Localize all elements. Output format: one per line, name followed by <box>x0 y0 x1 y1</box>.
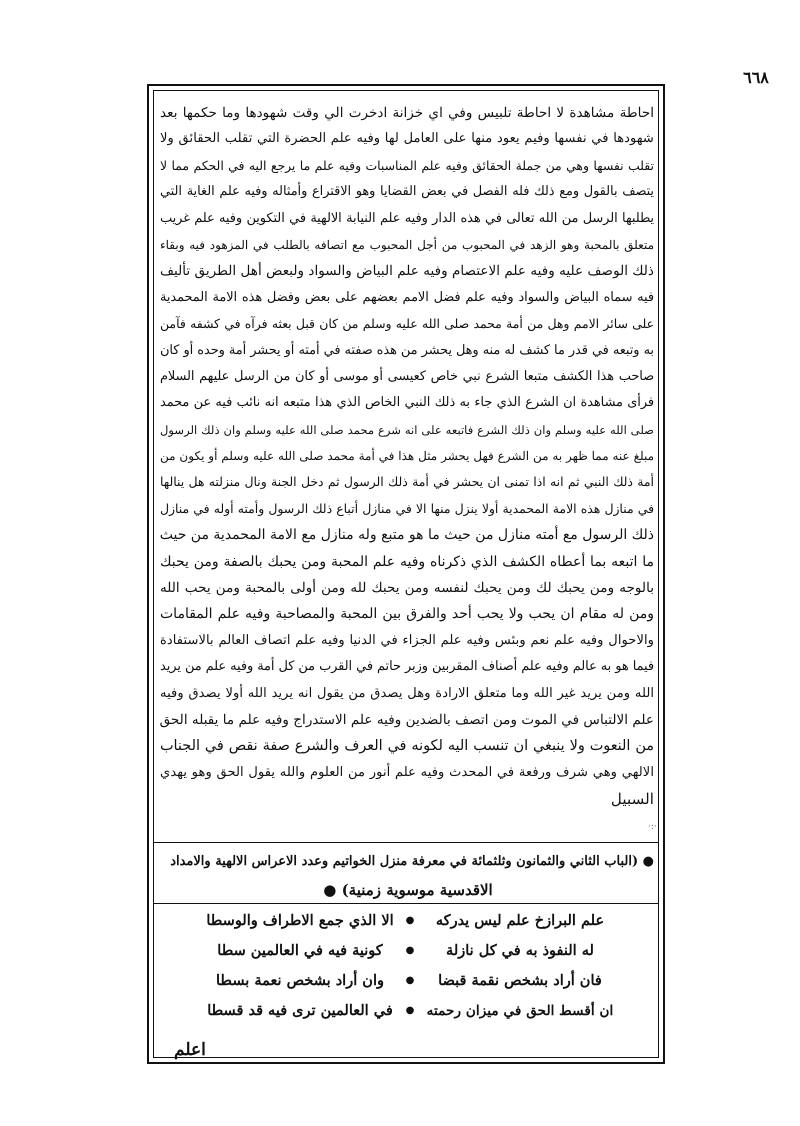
text-line-final: السبيل <box>610 790 654 809</box>
print-speck: ·:· <box>648 822 657 832</box>
text-line: الله ومن يريد غير الله وما متعلق الارادة وهل يصدق من يقول انه يريد الله أولا يصدق وفيه <box>160 685 654 701</box>
text-line: الالهي وهي شرف ورفعة في المحدث وفيه علم أنور من العلوم والله يقول الحق وهو يهدي <box>160 764 654 780</box>
poem-verse <box>205 936 615 966</box>
text-line: احاطة مشاهدة لا احاطة تلبيس وفي اي خزانة ادخرت الي وقت شهودها وما حكمها بعد <box>160 105 654 121</box>
text-line: علم الالتباس في الموت ومن اتصف بالضدين وفيه علم الاستدراج وفيه علم ما يقبله الحق <box>160 711 654 728</box>
verse-second-hemistich: كونية فيه في العالمين سطا <box>217 942 383 959</box>
text-line: من النعوت ولا ينبغي ان تنسب اليه لكونه في العرف والشرع صفة نقص في الجناب <box>160 738 654 755</box>
text-line: فيه سماه البياض والسواد وفيه علم فضل الامم بعضهم على بعض وفضل هذه الامة المحمدية <box>160 289 654 305</box>
main-text-block <box>160 100 654 840</box>
text-line: أمة ذلك النبي ثم انه اذا تمنى ان يحشر في أمة ذلك الرسول ثم دخل الجنة ونال منزلته هل ينالها <box>160 474 654 490</box>
text-line: فرأى مشاهدة ان الشرع الذي جاء به ذلك النبي الخاص الذي هذا متبعه انه نائب فيه عن محمد <box>160 395 654 411</box>
chapter-heading-line-1: ● (الباب الثاني والثمانون وثلثمائة في معرفة منزل الخواتيم وعدد الاعراس الالهية والامداد <box>170 854 654 869</box>
text-line: والاحوال وفيه علم نعم وبئس وفيه علم الجزاء في الدنيا وفيه علم اتصاف العالم بالاستفادة <box>160 632 654 648</box>
verse-second-hemistich: وان أراد بشخص نعمة بسطا <box>216 972 384 989</box>
text-line: مبلغ عنه مما ظهر به من الشرع فهل يحشر مثل هذا في أمة محمد صلى الله عليه وسلم أو يكون من <box>160 449 654 464</box>
page-number: ٦٦٨ <box>743 68 769 87</box>
text-line: فيما هو به عالم وفيه علم أصناف المقربين وزبر حاتم في القرب من كل أمة وفيه علم من يريد <box>160 659 654 675</box>
chapter-heading <box>162 848 654 904</box>
text-line: في منازل هذه الامة المحمدية أولا ينزل منها الا في منازل أتباع ذلك الرسول وأمته أوله في منازل <box>160 500 654 516</box>
text-line: ذلك الرسول مع أمته منازل من حيث ما هو متبع وله منازل مع الامة المحمدية من حيث <box>160 527 654 544</box>
verse-first-hemistich: له النفوذ به في كل نازلة <box>446 942 594 959</box>
text-line: ما اتبعه بما أعطاه الكشف الذي ذكرناه وفيه علم المحبة ومن يحبك بالصفة ومن يحبك <box>160 553 654 570</box>
verse-first-hemistich: ان أقسط الحق في ميزان رحمته <box>426 1003 614 1019</box>
text-line: يطلبها الرسل من الله تعالى في هذه الدار وفيه علم النيابة الالهية في التكوين وفيه علم غريب <box>160 210 654 226</box>
text-line: يتصف بالقول ومع ذلك فله الفصل في بعض القضايا وهو الاقتراع وأمثاله وفيه علم الغاية التي <box>160 184 654 200</box>
verse-second-hemistich: في العالمين ترى فيه قد قسطا <box>207 1002 393 1019</box>
verse-second-hemistich: الا الذي جمع الاطراف والوسطا <box>206 912 394 929</box>
verse-separator-dot: ● <box>405 915 415 926</box>
poem-verse <box>205 966 615 996</box>
poem-verse <box>205 906 615 936</box>
text-line: به وتبعه في قدر ما كشف له منه وهل يحشر من هذه صفته في أمته أو يحشر أمة وحده أو كان <box>160 342 654 358</box>
text-line: متعلق بالمحبة وهو الزهد في المحبوب من أجل المحبوب مع اتصافه بالطلب في المزهود فيه وبقاء <box>160 237 654 252</box>
text-line: بالوجه ومن يحبك لك ومن يحبك لنفسه ومن يحبك لله ومن أولى بالمحبة ومن يحب الله <box>160 580 654 597</box>
text-line: صلى الله عليه وسلم وان ذلك الشرع فاتبعه على انه شرع محمد صلى الله عليه وسلم وان ذلك الرسول <box>160 422 654 437</box>
text-line: ذلك الوصف عليه وفيه علم الاعتصام وفيه علم البياض والسواد ولبعض أهل الطريق تأليف <box>160 263 654 280</box>
divider-above-heading <box>153 842 659 843</box>
verse-first-hemistich: فان أراد بشخص نقمة قبضا <box>438 972 602 989</box>
text-line: تقلب نفسها وهي من جملة الحقائق وفيه علم المناسبات وفيه علم ما يرجع اليه في الحكم مما لا <box>160 157 654 173</box>
verse-separator-dot: ● <box>405 945 415 956</box>
verse-separator-dot: ● <box>405 975 415 986</box>
text-line: ومن له مقام ان يحب ولا يحب أحد والفرق بين المحبة والمصاحبة وفيه علم المقامات <box>160 606 654 623</box>
poem-verse <box>205 996 615 1026</box>
chapter-heading-line-2: الاقدسية موسوية زمنية) ● <box>323 881 493 899</box>
text-line: صاحب هذا الكشف متبعا الشرع نبي خاص كعيسى أو موسى أو كان من الرسل عليهم السلام <box>160 368 654 384</box>
text-line: شهودها في نفسها وفيم يعود منها على العامل لها وفيه علم الحضرة التي تقلب الحقائق ولا <box>160 131 654 147</box>
catchword: اعلم <box>174 1040 206 1060</box>
verse-first-hemistich: علم البرازخ علم ليس يدركه <box>435 912 605 929</box>
verse-separator-dot: ● <box>405 1005 415 1016</box>
text-line: على سائر الامم وهل من أمة محمد صلى الله عليه وسلم من كان قبل بعثه فرآه في كشفه فآمن <box>160 316 654 332</box>
divider-above-poem <box>153 903 659 904</box>
poem-block <box>205 906 615 1026</box>
